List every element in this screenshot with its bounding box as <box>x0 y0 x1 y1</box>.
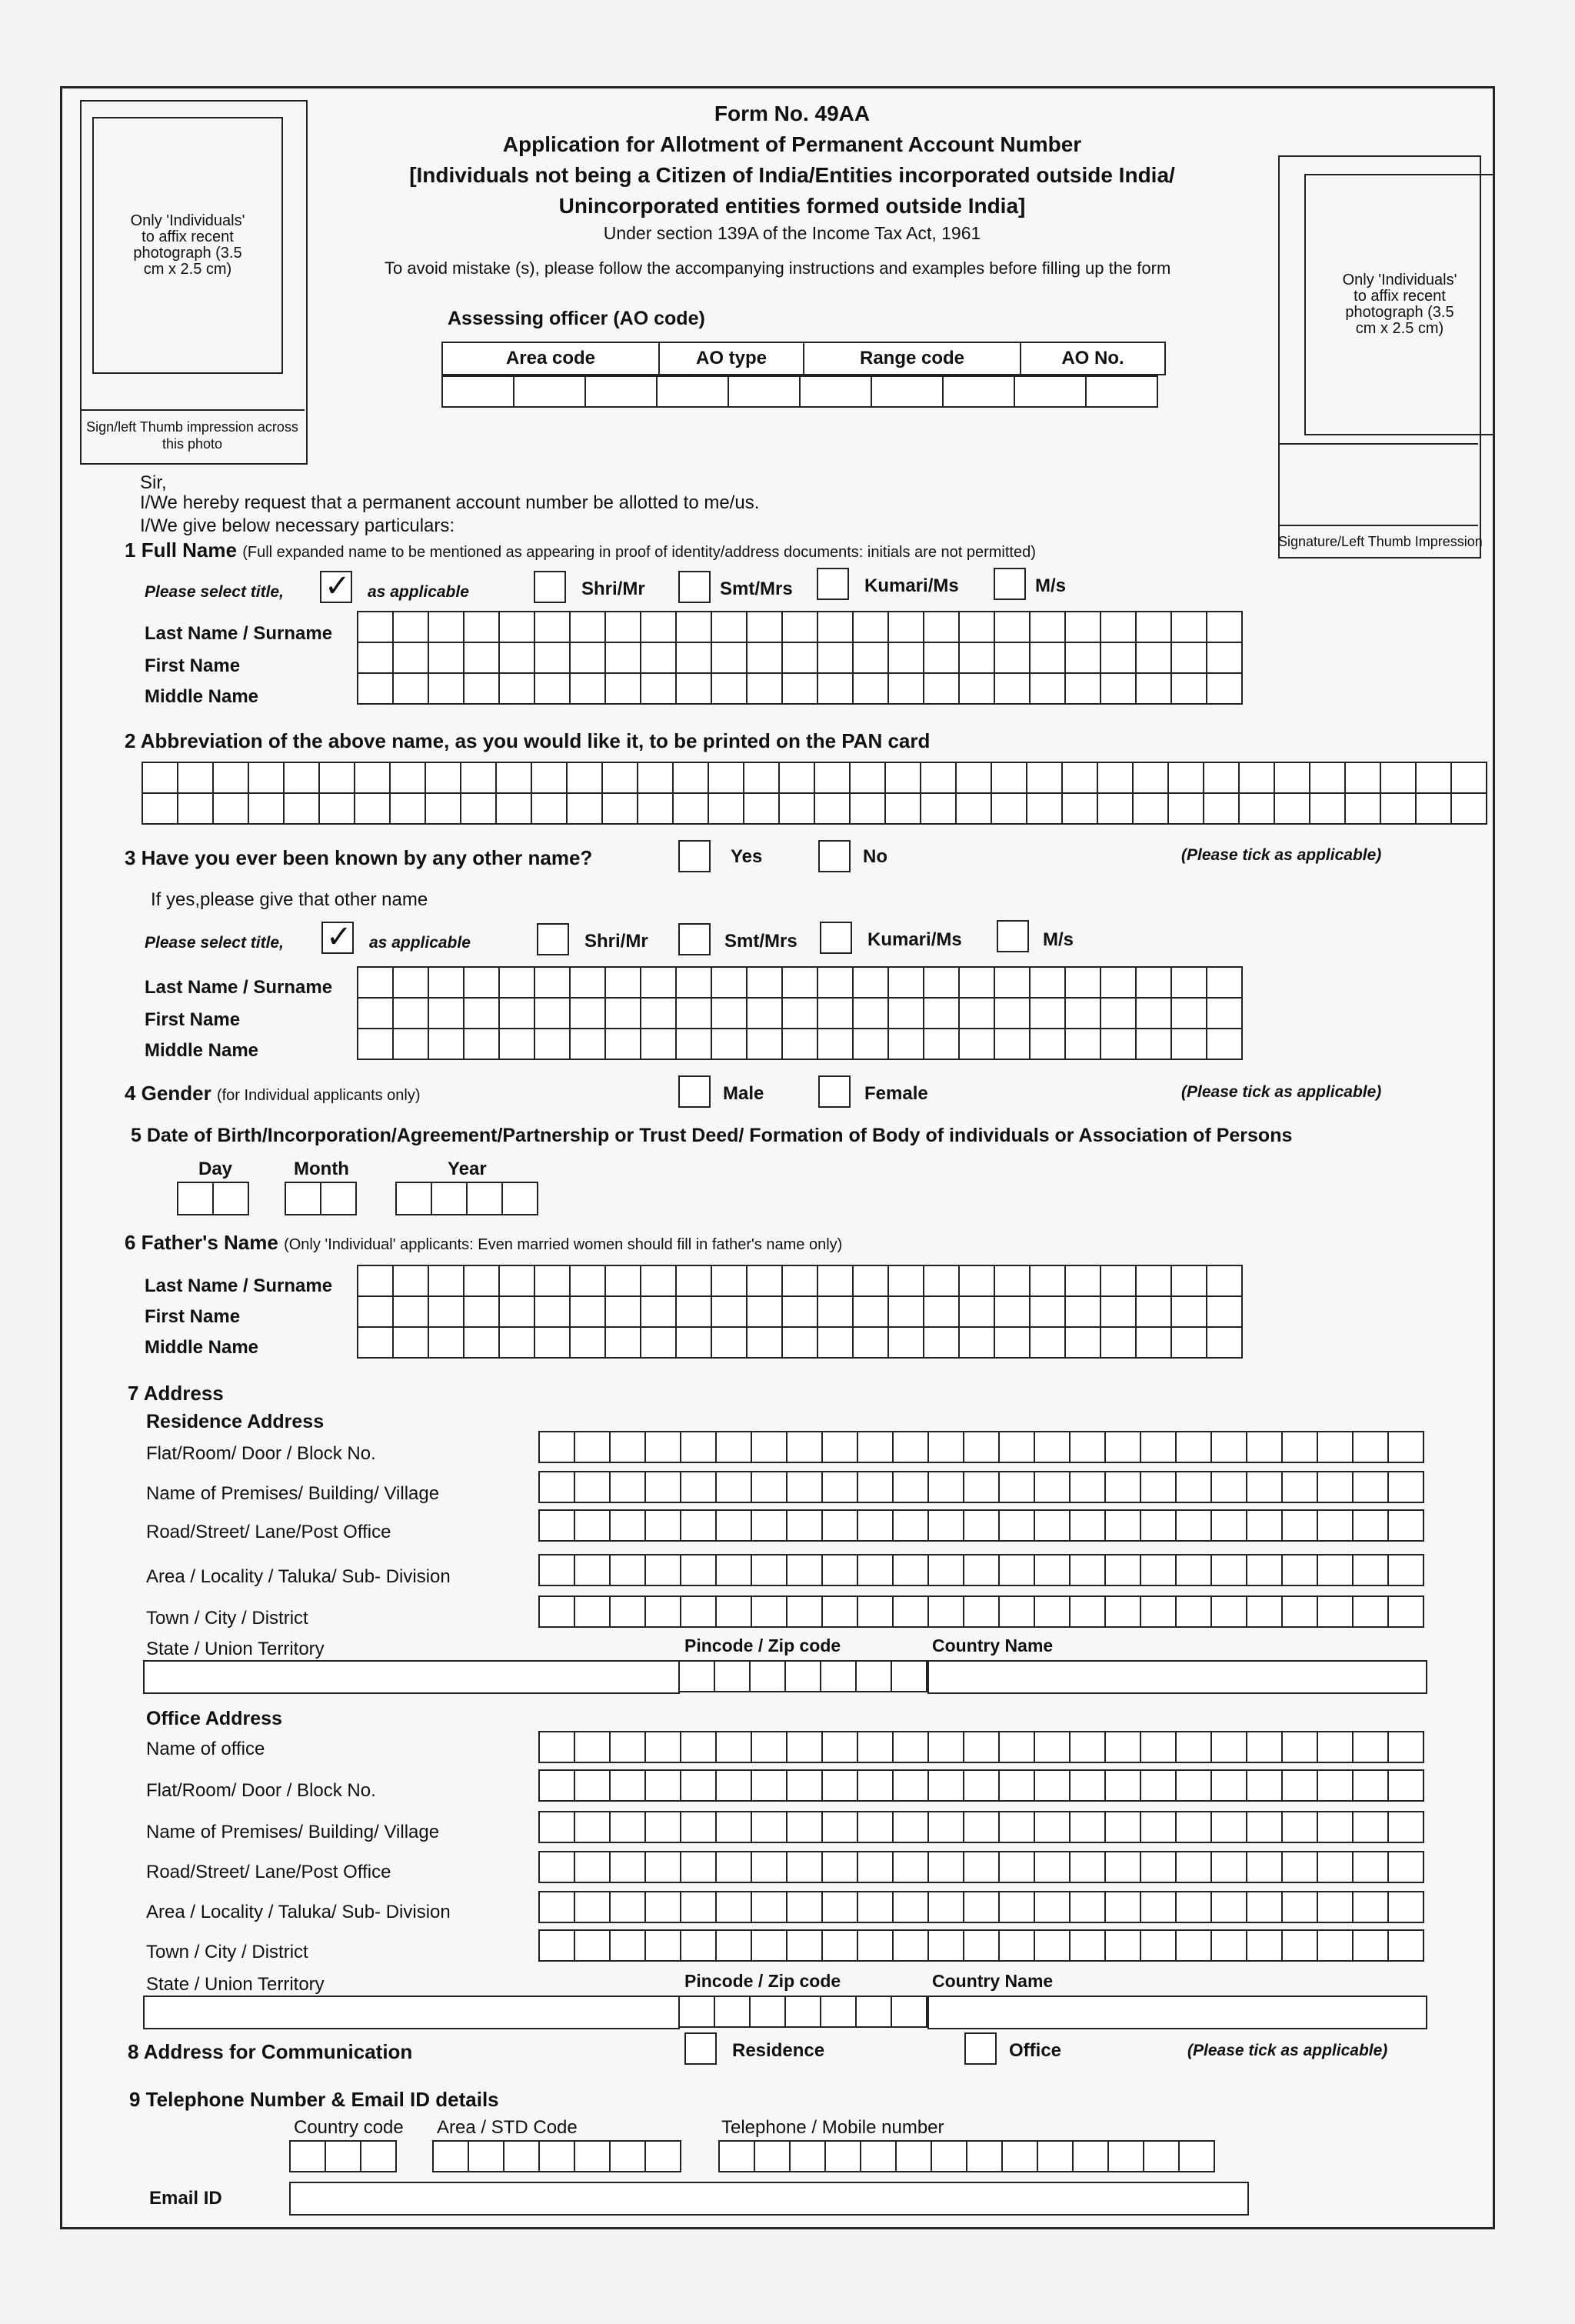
res-state-field[interactable] <box>143 1660 680 1694</box>
ao-label: Assessing officer (AO code) <box>448 308 705 329</box>
off-row-2-boxes[interactable] <box>538 1811 1424 1843</box>
q1-last-name-label: Last Name / Surname <box>145 623 333 644</box>
q6-name-grid[interactable] <box>357 1265 1243 1359</box>
q3-checkbox-yes[interactable] <box>678 840 711 872</box>
q6-note: (Only 'Individual' applicants: Even married women should fill in father's name only) <box>284 1236 843 1253</box>
q3-checkbox-shri[interactable] <box>537 923 569 955</box>
off-state-label: State / Union Territory <box>146 1974 325 1995</box>
q3-middle-name-label: Middle Name <box>145 1040 259 1061</box>
intro-line-1: I/We hereby request that a permanent account number be allotted to me/us. <box>140 492 760 513</box>
q6-title: 6 Father's Name <box>125 1231 278 1254</box>
q3-checkbox-smt[interactable] <box>678 923 711 955</box>
q3-first-name-label: First Name <box>145 1009 241 1030</box>
intro-line-2: I/We give below necessary particulars: <box>140 515 455 536</box>
off-state-field[interactable] <box>143 1996 680 2029</box>
q5-year-boxes[interactable] <box>395 1182 538 1215</box>
res-country-label: Country Name <box>932 1635 1054 1655</box>
q1-title-checkbox-applicable[interactable] <box>320 571 352 603</box>
res-row-4-label: Town / City / District <box>146 1608 308 1629</box>
salutation: Sir, <box>140 472 167 493</box>
q9-country-code-label: Country code <box>294 2117 404 2138</box>
res-row-1-label: Name of Premises/ Building/ Village <box>146 1483 440 1504</box>
q1-title-suffix: as applicable <box>368 583 469 601</box>
q1-name-grid[interactable] <box>357 611 1243 705</box>
q5-month-boxes[interactable] <box>285 1182 357 1215</box>
form-instruction: To avoid mistake (s), please follow the accompanying instructions and examples before filling up the form <box>385 258 1171 278</box>
res-row-0-boxes[interactable] <box>538 1431 1424 1463</box>
q3-checkbox-ms[interactable] <box>997 920 1029 952</box>
q4-tick-note: (Please tick as applicable) <box>1181 1083 1382 1101</box>
q9-area-code-boxes[interactable] <box>432 2140 681 2172</box>
right-photo-text: Only 'Individuals' to affix recent photograph (3.5 cm x 2.5 cm) <box>1342 272 1457 337</box>
q9-label: 9 Telephone Number & Email ID details <box>129 2088 499 2111</box>
q5-year-label: Year <box>448 1159 487 1179</box>
q4-checkbox-female[interactable] <box>818 1075 851 1108</box>
q1-label-kumari: Kumari/Ms <box>864 575 959 596</box>
q1-checkbox-shri[interactable] <box>534 571 566 603</box>
q3-name-grid[interactable] <box>357 966 1243 1060</box>
q3-note: (Please tick as applicable) <box>1181 846 1382 864</box>
q1-num: 1 <box>125 538 136 562</box>
ao-col-range: Range code <box>804 342 1021 375</box>
right-photo-caption: Signature/Left Thumb Impression <box>1278 534 1483 549</box>
q6-first-name-label: First Name <box>145 1306 241 1327</box>
q1-title: Full Name <box>141 538 237 562</box>
q1-label <box>125 538 1036 562</box>
res-row-1-boxes[interactable] <box>538 1471 1424 1503</box>
res-pincode-boxes[interactable] <box>678 1660 927 1692</box>
ao-col-area: Area code <box>442 342 659 375</box>
q3-label-yes: Yes <box>731 846 763 867</box>
form-title: Application for Allotment of Permanent Account Number <box>502 132 1082 156</box>
q3-last-name-label: Last Name / Surname <box>145 977 333 998</box>
res-row-4-boxes[interactable] <box>538 1595 1424 1628</box>
off-row-2-label: Name of Premises/ Building/ Village <box>146 1822 440 1842</box>
q8-checkbox-office[interactable] <box>964 2032 997 2065</box>
q3-ifyes: If yes,please give that other name <box>151 889 428 910</box>
q3-title-checkbox-applicable[interactable] <box>321 922 354 954</box>
q4-label-male: Male <box>723 1083 764 1104</box>
left-photo-caption: Sign/left Thumb impression across this photo <box>86 419 298 452</box>
q4-checkbox-male[interactable] <box>678 1075 711 1108</box>
q5-label: 5 Date of Birth/Incorporation/Agreement/Partnership or Trust Deed/ Formation of Body of individuals or Association of Persons <box>131 1125 1293 1146</box>
ao-col-type: AO type <box>659 342 804 375</box>
q3-label: 3 Have you ever been known by any other name? <box>125 846 593 869</box>
q4-note: (for Individual applicants only) <box>216 1087 421 1104</box>
q8-label-office: Office <box>1009 2040 1062 2061</box>
q1-label-shri: Shri/Mr <box>581 578 645 599</box>
q3-title-prefix: Please select title, <box>145 934 284 952</box>
right-photo-area[interactable] <box>1304 174 1495 435</box>
q1-checkbox-ms[interactable] <box>994 568 1026 600</box>
q9-email-field[interactable] <box>289 2182 1249 2216</box>
q2-label: 2 Abbreviation of the above name, as you would like it, to be printed on the PAN card <box>125 729 931 752</box>
q3-checkbox-kumari[interactable] <box>820 922 852 954</box>
checkmark-icon: ✓ <box>326 920 352 954</box>
residence-heading: Residence Address <box>146 1411 325 1432</box>
q2-abbreviation-grid[interactable] <box>142 762 1487 825</box>
q9-telephone-boxes[interactable] <box>718 2140 1215 2172</box>
off-row-3-boxes[interactable] <box>538 1851 1424 1883</box>
off-row-4-boxes[interactable] <box>538 1891 1424 1923</box>
res-row-2-boxes[interactable] <box>538 1509 1424 1542</box>
off-row-1-label: Flat/Room/ Door / Block No. <box>146 1780 376 1801</box>
form-subtitle-1: [Individuals not being a Citizen of India/Entities incorporated outside India/ <box>409 163 1175 187</box>
off-country-label: Country Name <box>932 1971 1054 1991</box>
form-section: Under section 139A of the Income Tax Act, 1961 <box>603 223 981 243</box>
q8-checkbox-residence[interactable] <box>684 2032 717 2065</box>
q6-label <box>125 1231 842 1255</box>
q4-label <box>125 1082 421 1105</box>
off-row-3-label: Road/Street/ Lane/Post Office <box>146 1862 391 1882</box>
res-row-2-label: Road/Street/ Lane/Post Office <box>146 1522 391 1542</box>
q1-checkbox-smt[interactable] <box>678 571 711 603</box>
off-pincode-label: Pincode / Zip code <box>684 1971 841 1991</box>
q8-label: 8 Address for Communication <box>128 2040 413 2063</box>
ao-code-boxes[interactable] <box>441 375 1158 408</box>
res-pincode-label: Pincode / Zip code <box>684 1635 841 1655</box>
q9-area-code-label: Area / STD Code <box>437 2117 578 2138</box>
q9-email-label: Email ID <box>149 2188 222 2209</box>
q9-country-code-boxes[interactable] <box>289 2140 397 2172</box>
off-row-4-label: Area / Locality / Taluka/ Sub- Division <box>146 1902 451 1922</box>
form-number: Form No. 49AA <box>714 102 871 125</box>
res-row-0-label: Flat/Room/ Door / Block No. <box>146 1443 376 1464</box>
q6-middle-name-label: Middle Name <box>145 1337 259 1358</box>
q1-checkbox-kumari[interactable] <box>817 568 849 600</box>
q5-day-boxes[interactable] <box>177 1182 249 1215</box>
off-country-field[interactable] <box>927 1996 1427 2029</box>
form-subtitle-2: Unincorporated entities formed outside India] <box>558 194 1026 218</box>
q1-label-ms: M/s <box>1035 575 1067 596</box>
res-row-3-label: Area / Locality / Taluka/ Sub- Division <box>146 1566 451 1587</box>
q1-middle-name-label: Middle Name <box>145 686 259 707</box>
q8-label-residence: Residence <box>732 2040 825 2061</box>
q6-last-name-label: Last Name / Surname <box>145 1275 333 1296</box>
off-pincode-boxes[interactable] <box>678 1996 927 2028</box>
ao-code-table <box>441 342 1166 375</box>
off-row-1-boxes[interactable] <box>538 1769 1424 1802</box>
off-row-0-boxes[interactable] <box>538 1731 1424 1763</box>
res-state-label: State / Union Territory <box>146 1639 325 1659</box>
q3-label-ms: M/s <box>1043 929 1074 950</box>
q5-day-label: Day <box>198 1159 233 1179</box>
q9-telephone-label: Telephone / Mobile number <box>721 2117 944 2138</box>
office-heading: Office Address <box>146 1708 282 1729</box>
q5-month-label: Month <box>294 1159 349 1179</box>
q1-first-name-label: First Name <box>145 655 241 676</box>
q3-label-kumari: Kumari/Ms <box>867 929 962 950</box>
q3-label-shri: Shri/Mr <box>584 931 648 952</box>
ao-col-no: AO No. <box>1021 342 1165 375</box>
q3-checkbox-no[interactable] <box>818 840 851 872</box>
q1-note: (Full expanded name to be mentioned as appearing in proof of identity/address documents: initials are not permitted) <box>242 544 1036 561</box>
q1-label-smt: Smt/Mrs <box>720 578 793 599</box>
off-row-5-label: Town / City / District <box>146 1942 308 1962</box>
q3-label-no: No <box>863 846 887 867</box>
left-photo-area[interactable] <box>92 117 283 374</box>
q4-title: 4 Gender <box>125 1082 211 1105</box>
q7-label: 7 Address <box>128 1382 224 1405</box>
q1-title-prefix: Please select title, <box>145 583 284 601</box>
left-photo-text: Only 'Individuals' to affix recent photograph (3.5 cm x 2.5 cm) <box>130 212 245 278</box>
q3-title-suffix: as applicable <box>369 934 471 952</box>
checkmark-icon: ✓ <box>325 569 351 603</box>
q3-label-smt: Smt/Mrs <box>724 931 797 952</box>
res-row-3-boxes[interactable] <box>538 1554 1424 1586</box>
off-row-0-label: Name of office <box>146 1739 265 1759</box>
q8-note: (Please tick as applicable) <box>1187 2042 1388 2059</box>
off-row-5-boxes[interactable] <box>538 1929 1424 1962</box>
res-country-field[interactable] <box>927 1660 1427 1694</box>
q4-label-female: Female <box>864 1083 928 1104</box>
